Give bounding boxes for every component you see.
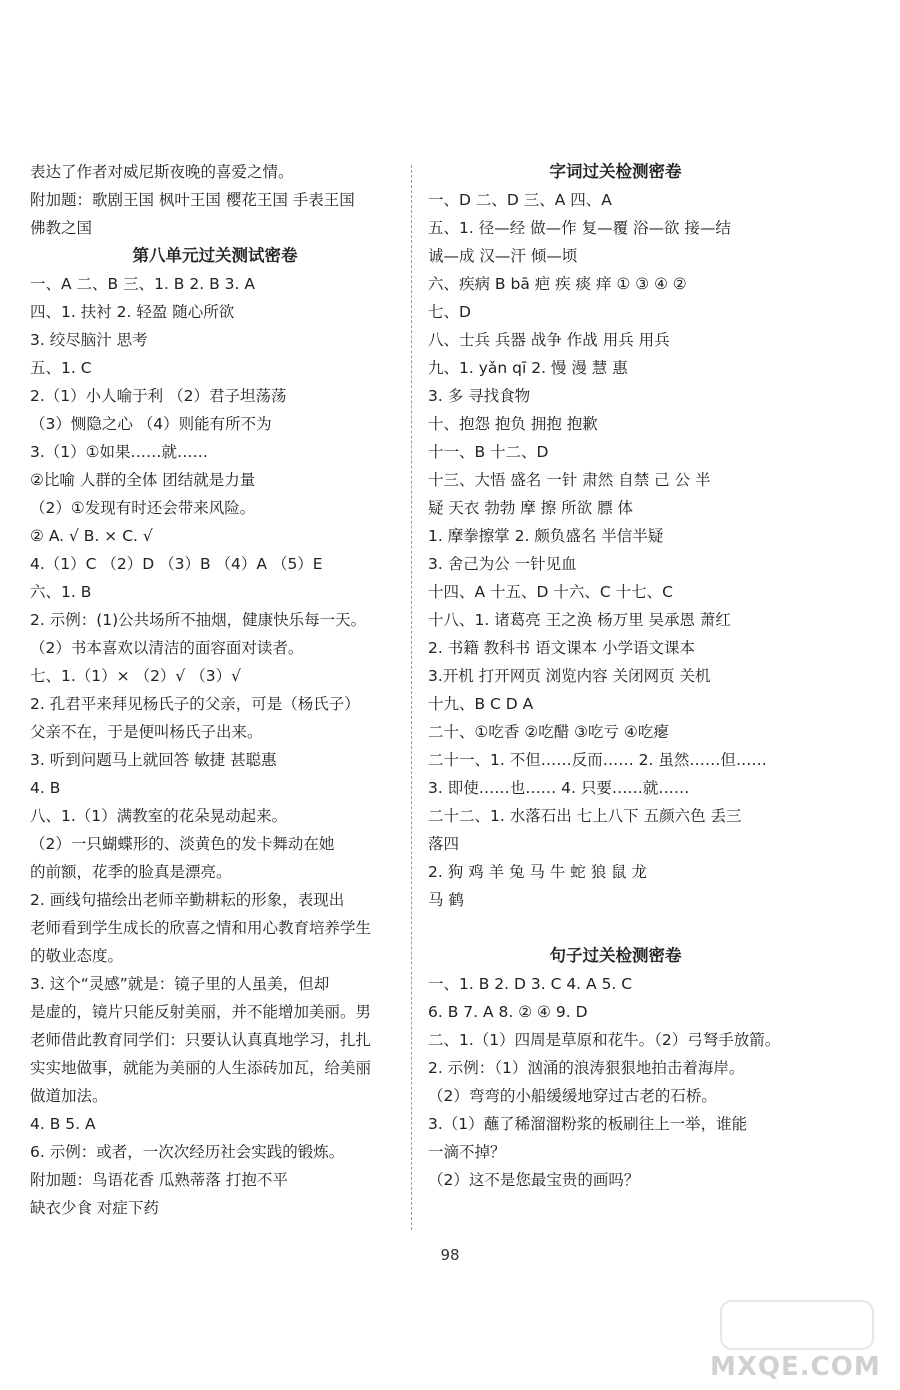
right-column bbox=[428, 158, 803, 1194]
answer-line: 附加题：鸟语花香 瓜熟蒂落 打抱不平 bbox=[30, 1171, 288, 1189]
answer-line: 父亲不在，于是便叫杨氏子出来。 bbox=[30, 723, 263, 741]
answer-line: 附加题：歌剧王国 枫叶王国 樱花王国 手表王国 bbox=[30, 191, 355, 209]
answer-line: 八、1.（1）满教室的花朵晃动起来。 bbox=[30, 807, 288, 825]
answer-line: 马 鹤 bbox=[428, 891, 464, 909]
answer-line: 五、1. C bbox=[30, 359, 92, 377]
answer-line: 实实地做事，就能为美丽的人生添砖加瓦，给美丽 bbox=[30, 1059, 372, 1077]
watermark-text: MXQE.COM bbox=[710, 1352, 881, 1382]
answer-line: 十四、A 十五、D 十六、C 十七、C bbox=[428, 583, 673, 601]
answer-line: 十一、B 十二、D bbox=[428, 443, 549, 461]
answer-line: 疑 天衣 勃勃 摩 擦 所欲 膘 体 bbox=[428, 499, 633, 517]
page-number: 98 bbox=[440, 1246, 460, 1264]
answer-line: 诚—成 汉—汗 倾—顷 bbox=[428, 247, 578, 265]
watermark-badge-icon bbox=[720, 1300, 874, 1350]
answer-line: 一、A 二、B 三、1. B 2. B 3. A bbox=[30, 275, 255, 293]
answer-line: 3.（1）蘸了稀溜溜粉浆的板刷往上一举，谁能 bbox=[428, 1115, 748, 1133]
answer-line: 十九、B C D A bbox=[428, 695, 534, 713]
answer-line: （2）①发现有时还会带来风险。 bbox=[30, 499, 256, 517]
answer-line: 2. 孔君平来拜见杨氏子的父亲，可是（杨氏子） bbox=[30, 695, 360, 713]
answer-line: 6. 示例：或者，一次次经历社会实践的锻炼。 bbox=[30, 1143, 345, 1161]
answer-line: （2）这不是您最宝贵的画吗？ bbox=[428, 1171, 640, 1189]
answer-line: 2. 书籍 教科书 语文课本 小学语文课本 bbox=[428, 639, 695, 657]
answer-line: 二、1.（1）四周是草原和花牛。（2）弓弩手放箭。 bbox=[428, 1031, 781, 1049]
answer-line: 3.开机 打开网页 浏览内容 关闭网页 关机 bbox=[428, 667, 711, 685]
answer-line: 表达了作者对威尼斯夜晚的喜爱之情。 bbox=[30, 163, 294, 181]
answer-line: ②比喻 人群的全体 团结就是力量 bbox=[30, 471, 256, 489]
answer-line: 1. 摩拳擦掌 2. 颇负盛名 半信半疑 bbox=[428, 527, 664, 545]
answer-line: 2. 示例：（1）汹涌的浪涛狠狠地拍击着海岸。 bbox=[428, 1059, 745, 1077]
watermark-logo bbox=[710, 1300, 880, 1382]
section-title: 字词过关检测密卷 bbox=[549, 162, 682, 181]
answer-line: 4. B 5. A bbox=[30, 1115, 96, 1133]
answer-line: 十、抱怨 抱负 拥抱 抱歉 bbox=[428, 415, 598, 433]
answer-line: 五、1. 径—经 做—作 复—覆 浴—欲 接—结 bbox=[428, 219, 731, 237]
answer-line: （2）一只蝴蝶形的、淡黄色的发卡舞动在她 bbox=[30, 835, 335, 853]
answer-line: 六、1. B bbox=[30, 583, 92, 601]
answer-line: 六、疾病 B bā 疤 疾 痰 痒 ① ③ ④ ② bbox=[428, 275, 687, 293]
answer-line: （3）恻隐之心 （4）则能有所不为 bbox=[30, 415, 272, 433]
answer-line: 4.（1）C （2）D （3）B （4）A （5）E bbox=[30, 555, 323, 573]
answer-line: 3.（1）①如果……就…… bbox=[30, 443, 209, 461]
answer-line: 3. 即使……也…… 4. 只要……就…… bbox=[428, 779, 690, 797]
answer-line: 十三、大悟 盛名 一针 肃然 自禁 己 公 半 bbox=[428, 471, 711, 489]
answer-line: 3. 绞尽脑汁 思考 bbox=[30, 331, 148, 349]
answer-line: 七、1.（1）× （2）√ （3）√ bbox=[30, 667, 241, 685]
answer-line: 3. 听到问题马上就回答 敏捷 甚聪惠 bbox=[30, 751, 277, 769]
answer-line: 3. 多 寻找食物 bbox=[428, 387, 531, 405]
section-title: 句子过关检测密卷 bbox=[549, 946, 682, 965]
answer-line: 缺衣少食 对症下药 bbox=[30, 1199, 159, 1217]
answer-line: 做道加法。 bbox=[30, 1087, 108, 1105]
answer-line: 佛教之国 bbox=[30, 219, 93, 237]
section-title: 第八单元过关测试密卷 bbox=[132, 246, 298, 265]
answer-line: 一、1. B 2. D 3. C 4. A 5. C bbox=[428, 975, 633, 993]
answer-line: 二十二、1. 水落石出 七上八下 五颜六色 丢三 bbox=[428, 807, 742, 825]
answer-line: （2）弯弯的小船缓缓地穿过古老的石桥。 bbox=[428, 1087, 717, 1105]
answer-line: 一滴不掉？ bbox=[428, 1143, 506, 1161]
answer-line: 十八、1. 诸葛亮 王之涣 杨万里 吴承恩 萧红 bbox=[428, 611, 731, 629]
answer-line: 八、士兵 兵器 战争 作战 用兵 用兵 bbox=[428, 331, 670, 349]
answer-line: 的前额，花季的脸真是漂亮。 bbox=[30, 863, 232, 881]
answer-line: 的敬业态度。 bbox=[30, 947, 124, 965]
column-divider bbox=[411, 165, 412, 1230]
answer-line: 2.（1）小人喻于利 （2）君子坦荡荡 bbox=[30, 387, 287, 405]
answer-line: 七、D bbox=[428, 303, 471, 321]
left-column bbox=[30, 158, 400, 1222]
answer-line bbox=[428, 914, 803, 942]
answer-line: 二十一、1. 不但……反而…… 2. 虽然……但…… bbox=[428, 751, 767, 769]
answer-line: 3. 舍己为公 一针见血 bbox=[428, 555, 577, 573]
answer-line: 6. B 7. A 8. ② ④ 9. D bbox=[428, 1003, 588, 1021]
answer-line: 2. 画线句描绘出老师辛勤耕耘的形象，表现出 bbox=[30, 891, 345, 909]
answer-line: 老师借此教育同学们：只要认认真真地学习，扎扎 bbox=[30, 1031, 372, 1049]
answer-line: 落四 bbox=[428, 835, 460, 853]
answer-line: 2. 狗 鸡 羊 兔 马 牛 蛇 狼 鼠 龙 bbox=[428, 863, 648, 881]
answer-line: 二十、①吃香 ②吃醋 ③吃亏 ④吃瘪 bbox=[428, 723, 669, 741]
answer-line: 四、1. 扶衬 2. 轻盈 随心所欲 bbox=[30, 303, 235, 321]
answer-line: 九、1. yǎn qī 2. 慢 漫 慧 惠 bbox=[428, 359, 628, 377]
answer-line: 老师看到学生成长的欣喜之情和用心教育培养学生 bbox=[30, 919, 372, 937]
answer-line: ② A. √ B. × C. √ bbox=[30, 527, 153, 545]
answer-line: 3. 这个“灵感”就是：镜子里的人虽美，但却 bbox=[30, 975, 330, 993]
answer-line: 2. 示例：(1)公共场所不抽烟，健康快乐每一天。 bbox=[30, 611, 367, 629]
answer-line: （2）书本喜欢以清洁的面容面对读者。 bbox=[30, 639, 304, 657]
answer-line: 一、D 二、D 三、A 四、A bbox=[428, 191, 612, 209]
answer-line: 是虚的，镜片只能反射美丽，并不能增加美丽。男 bbox=[30, 1003, 372, 1021]
answer-line: 4. B bbox=[30, 779, 61, 797]
